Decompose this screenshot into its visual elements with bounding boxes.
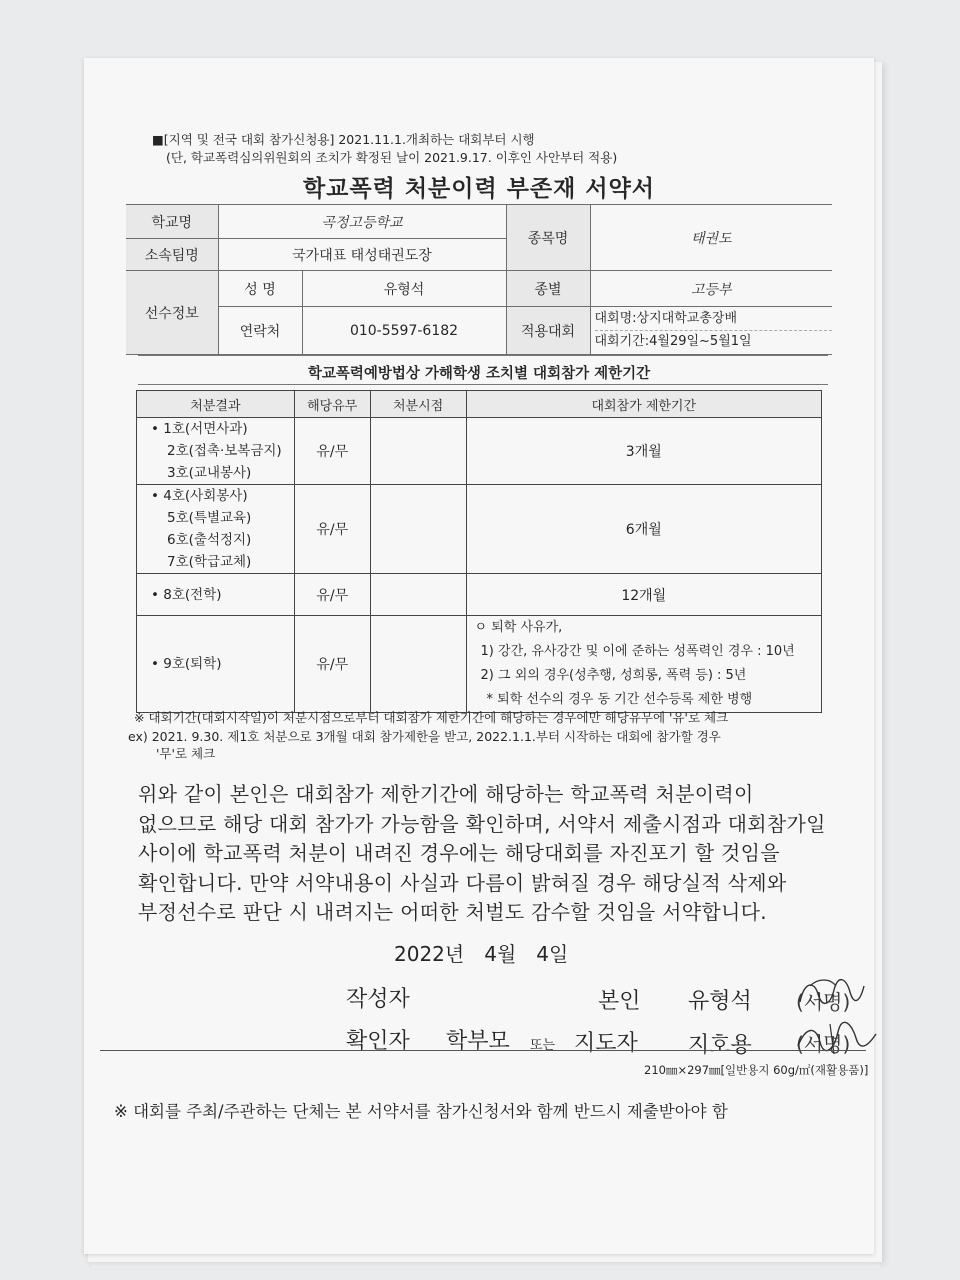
list-item: 7호(학급교체) bbox=[167, 554, 252, 570]
handwritten-signature-2 bbox=[790, 1016, 880, 1060]
detail-line: ㅇ 퇴학 사유가, bbox=[474, 620, 563, 635]
date-cell bbox=[370, 485, 466, 574]
expulsion-details bbox=[466, 616, 821, 713]
or-label: 또는 bbox=[530, 1038, 556, 1053]
result-cell: • 8호(전학) bbox=[137, 574, 295, 616]
final-note: ※ 대회를 주최/주관하는 단체는 본 서약서를 참가신청서와 함께 반드시 제출받아야 함 bbox=[114, 1102, 728, 1121]
team-label: 소속팀명 bbox=[126, 239, 218, 271]
detail-line: * 퇴학 선수의 경우 동 기간 선수등록 제한 병행 bbox=[486, 692, 753, 707]
result-cell bbox=[137, 485, 295, 574]
list-item: 6호(출석정지) bbox=[167, 532, 252, 548]
pledge-text: 위와 같이 본인은 대회참가 제한기간에 해당하는 학교폭력 처분이력이 없으므로 해당 대회 참가가 가능함을 확인하며, 서약서 제출시점과 대회참가일 사이에 학교폭력 처분이 내려진 경우에는 해당대회를 자진포기 할 것임을 확인합니다. 만약 서약내용이 사실과 다름이 밝혀질 경우 해당실적 삭제와 부정선수로 판단 시 내려지는 어떠한 처벌도 감수할 것임을 서약합니다. bbox=[138, 782, 826, 924]
self-name: 유형석 bbox=[688, 989, 752, 1014]
contact-label: 연락처 bbox=[218, 307, 302, 355]
applied-competition-value bbox=[590, 307, 832, 355]
competition-period: 대회기간:4월29일~5월1일 bbox=[595, 330, 833, 353]
detail-line: 2) 그 외의 경우(성추행, 성희롱, 폭력 등) : 5년 bbox=[480, 668, 747, 683]
paper-spec: 210㎜×297㎜[일반용지 60g/㎡(재활용품)] bbox=[644, 1063, 869, 1077]
header-applicable: 해당유무 bbox=[294, 391, 370, 418]
section-divider-bottom bbox=[138, 384, 828, 385]
list-item: • 1호(서면사과) bbox=[151, 421, 248, 437]
footnote-1: ※ 대회기간(대회시작일)이 처분시점으로부터 대회참가 제한기간에 해당하는 경우에만 해당유무에 '유'로 체크 bbox=[134, 710, 729, 725]
document-title: 학교폭력 처분이력 부존재 서약서 bbox=[302, 176, 656, 202]
handwritten-signature-1 bbox=[790, 972, 870, 1014]
list-item: 2호(접촉·보복금지) bbox=[167, 443, 282, 459]
table-row bbox=[137, 574, 822, 616]
header-date: 처분시점 bbox=[370, 391, 466, 418]
applicable-mark: 유/무 bbox=[294, 574, 370, 616]
detail-line: 1) 강간, 유사강간 및 이에 준하는 성폭력인 경우 : 10년 bbox=[480, 644, 795, 659]
event-value: 태권도 bbox=[590, 205, 832, 271]
list-item: 3호(교내봉사) bbox=[167, 465, 252, 481]
result-cell bbox=[137, 418, 295, 485]
list-item: 5호(특별교육) bbox=[167, 510, 252, 526]
name-value: 유형석 bbox=[302, 271, 506, 307]
date-cell bbox=[370, 574, 466, 616]
list-item: • 4호(사회봉사) bbox=[151, 488, 248, 504]
competition-name: 대회명:상지대학교총장배 bbox=[594, 311, 738, 326]
header-restriction: 대회참가 제한기간 bbox=[466, 391, 821, 418]
restriction-period: 3개월 bbox=[466, 418, 821, 485]
penalty-table bbox=[136, 390, 822, 713]
name-label: 성 명 bbox=[218, 271, 302, 307]
team-value: 국가대표 태성태권도장 bbox=[218, 239, 506, 271]
restriction-period: 12개월 bbox=[466, 574, 821, 616]
applicable-mark: 유/무 bbox=[294, 418, 370, 485]
school-value: 곡정고등학교 bbox=[218, 205, 506, 239]
signature-rule bbox=[100, 1050, 866, 1051]
coach-name: 지호용 bbox=[688, 1033, 752, 1058]
table-row bbox=[137, 485, 822, 574]
header-result: 처분결과 bbox=[137, 391, 295, 418]
coach-label: 지도자 bbox=[574, 1031, 638, 1056]
table-row bbox=[137, 418, 822, 485]
self-label: 본인 bbox=[598, 989, 641, 1014]
signature-placeholder-2: (서명) bbox=[796, 1032, 851, 1056]
player-info-label: 선수정보 bbox=[126, 271, 218, 355]
contact-value: 010-5597-6182 bbox=[302, 307, 506, 355]
event-label: 종목명 bbox=[506, 205, 590, 271]
applied-competition-label: 적용대회 bbox=[506, 307, 590, 355]
restriction-period: 6개월 bbox=[466, 485, 821, 574]
parent-label: 학부모 bbox=[446, 1029, 510, 1054]
date-cell bbox=[370, 616, 466, 713]
confirmer-label: 확인자 bbox=[346, 1029, 410, 1054]
pledge-date: 2022년 4월 4일 bbox=[394, 942, 569, 966]
penalty-section-title: 학교폭력예방법상 가해학생 조치별 대회참가 제한기간 bbox=[307, 366, 651, 382]
table-row bbox=[137, 616, 822, 713]
notice-line-1: ■[지역 및 전국 대회 참가신청용] 2021.11.1.개최하는 대회부터 시행 bbox=[152, 132, 535, 147]
division-label: 종별 bbox=[506, 271, 590, 307]
applicant-info-table bbox=[126, 204, 832, 355]
section-divider-top bbox=[138, 355, 828, 356]
result-cell: • 9호(퇴학) bbox=[137, 616, 295, 713]
footnote-2: ex) 2021. 9.30. 제1호 처분으로 3개월 대회 참가제한을 받고, 2022.1.1.부터 시작하는 대회에 참가할 경우 bbox=[128, 729, 721, 744]
applicable-mark: 유/무 bbox=[294, 616, 370, 713]
notice-line-2: (단, 학교폭력심의위원회의 조치가 확정된 날이 2021.9.17. 이후인 사안부터 적용) bbox=[166, 150, 618, 165]
date-cell bbox=[370, 418, 466, 485]
school-label: 학교명 bbox=[126, 205, 218, 239]
signature-placeholder-1: (서명) bbox=[796, 990, 851, 1014]
applicable-mark: 유/무 bbox=[294, 485, 370, 574]
writer-label: 작성자 bbox=[346, 987, 410, 1012]
division-value: 고등부 bbox=[590, 271, 832, 307]
pledge-document bbox=[84, 58, 874, 1254]
footnote-3: '무'로 체크 bbox=[156, 746, 216, 761]
